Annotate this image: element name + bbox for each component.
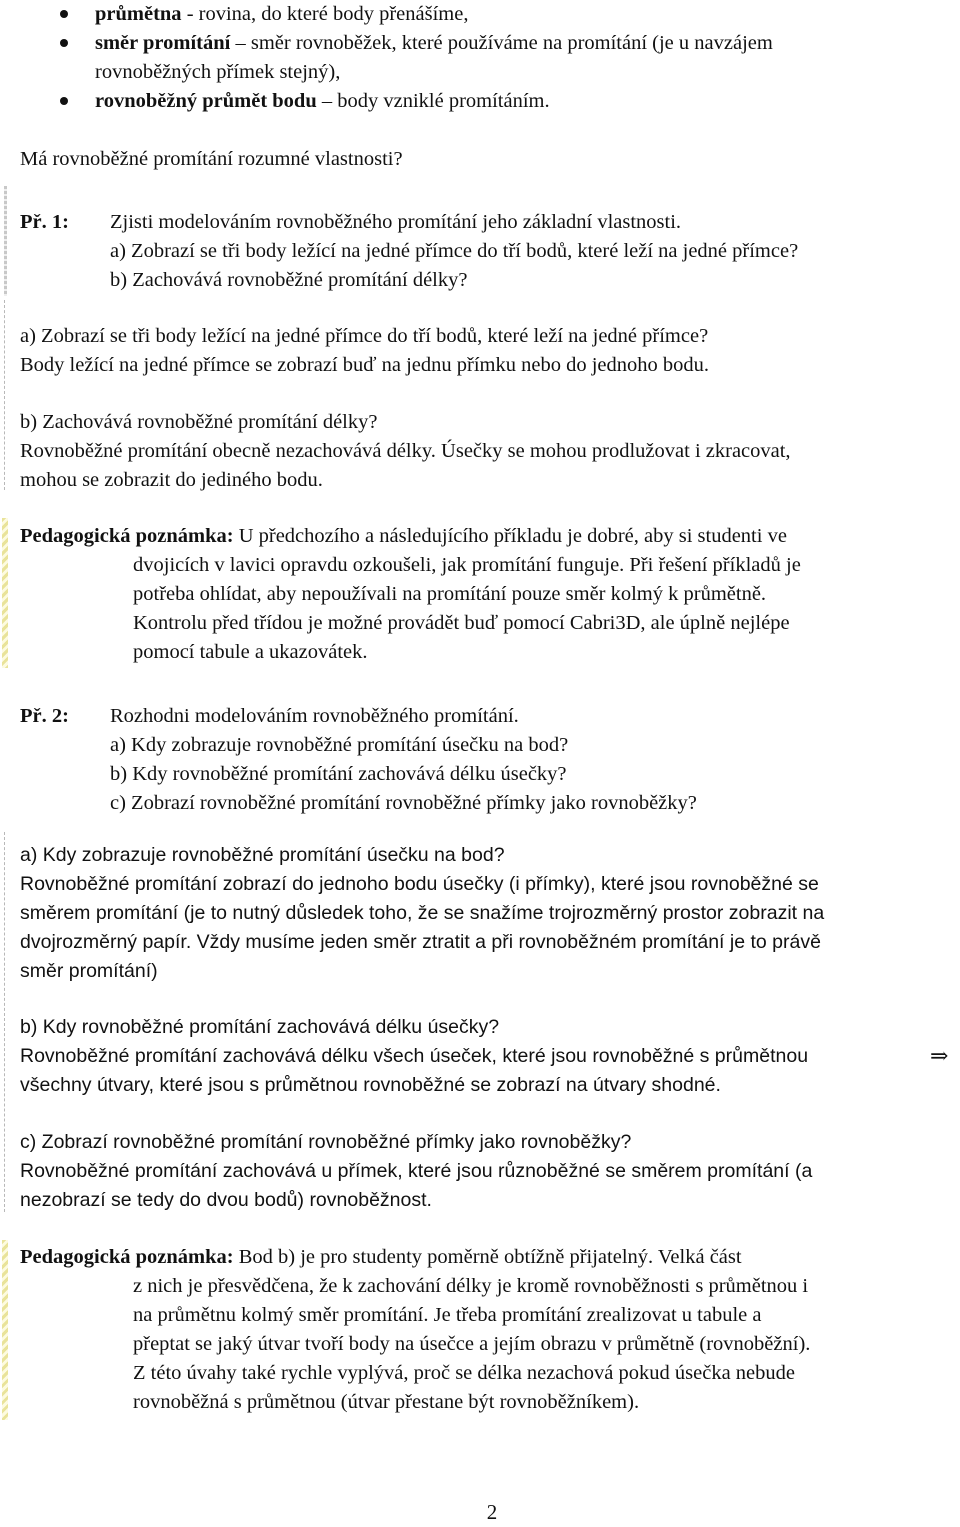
bullet-item: rovnoběžný průmět bodu – body vzniklé promítáním. [95, 90, 550, 112]
bullet-item-continuation: rovnoběžných přímek stejný), [95, 61, 341, 83]
page-number: 2 [486, 1500, 498, 1524]
solution-answer: směr promítání) [20, 960, 158, 982]
note-line: potřeba ohlídat, aby nepoužívali na promítání pouze směr kolmý k průmětně. [133, 583, 767, 605]
note-line: pomocí tabule a ukazovátek. [133, 641, 368, 663]
note-line: z nich je přesvědčena, že k zachování délky je kromě rovnoběžnosti s průmětnou i [133, 1275, 809, 1297]
example-text: a) Kdy zobrazuje rovnoběžné promítání úsečku na bod? [110, 734, 569, 756]
solution-answer: Rovnoběžné promítání zachovává u přímek, které jsou různoběžné se směrem promítání (a [20, 1160, 813, 1182]
example-text: Rozhodni modelováním rovnoběžného promítání. [110, 705, 519, 727]
example-text: a) Zobrazí se tři body ležící na jedné přímce do tří bodů, které leží na jedné přímce? [110, 240, 799, 262]
note-line: Kontrolu před třídou je možné provádět buď pomocí Cabri3D, ale úplně nejlépe [133, 612, 790, 634]
solution-answer: všechny útvary, které jsou s průmětnou rovnoběžné se zobrazí na útvary shodné. [20, 1074, 721, 1096]
example-margin-bar [4, 186, 7, 296]
note-line: na průmětnu kolmý směr promítání. Je třeba promítání zrealizovat u tabule a [133, 1304, 762, 1326]
note-line: rovnoběžná s průmětnou (útvar přestane být rovnoběžníkem). [133, 1391, 640, 1413]
bullet-icon [60, 10, 68, 18]
example-text: b) Zachovává rovnoběžné promítání délky? [110, 269, 468, 291]
example-text: c) Zobrazí rovnoběžné promítání rovnoběžné přímky jako rovnoběžky? [110, 792, 697, 814]
solution-question: c) Zobrazí rovnoběžné promítání rovnoběžné přímky jako rovnoběžky? [20, 1131, 632, 1153]
note-margin-bar [2, 518, 8, 668]
solution-margin-bar [4, 832, 5, 1212]
note-line: dvojicích v lavici opravdu ozkoušeli, jak promítání funguje. Při řešení příkladů je [133, 554, 801, 576]
solution-question: a) Zobrazí se tři body ležící na jedné přímce do tří bodů, které leží na jedné přímce? [20, 325, 709, 347]
solution-question: b) Kdy rovnoběžné promítání zachovává délku úsečky? [20, 1016, 500, 1038]
example-label: Př. 1: [20, 211, 69, 233]
solution-answer: Rovnoběžné promítání obecně nezachovává délky. Úsečky se mohou prodlužovat i zkracovat, [20, 440, 791, 462]
example-text: b) Kdy rovnoběžné promítání zachovává délku úsečky? [110, 763, 567, 785]
example-label: Př. 2: [20, 705, 69, 727]
note-margin-bar [2, 1240, 8, 1420]
solution-answer: Rovnoběžné promítání zobrazí do jednoho bodu úsečky (i přímky), které jsou rovnoběžné se [20, 873, 819, 895]
bullet-icon [60, 97, 68, 105]
solution-question: a) Kdy zobrazuje rovnoběžné promítání úsečku na bod? [20, 844, 505, 866]
note-line: Z této úvahy také rychle vyplývá, proč se délka nezachová pokud úsečka nebude [133, 1362, 796, 1384]
solution-answer: mohou se zobrazit do jediného bodu. [20, 469, 323, 491]
solution-answer: dvojrozměrný papír. Vždy musíme jeden směr ztratit a při rovnoběžném promítání je to právě [20, 931, 821, 953]
note-line: přeptat se jaký útvar tvoří body na úsečce a jejím obrazu v průmětně (rovnoběžní). [133, 1333, 811, 1355]
pedagogical-note: Pedagogická poznámka: U předchozího a následujícího příkladu je dobré, aby si studenti ve [20, 525, 787, 547]
pedagogical-note: Pedagogická poznámka: Bod b) je pro studenty poměrně obtížně přijatelný. Velká část [20, 1246, 742, 1268]
implies-arrow-icon: ⇒ [930, 1043, 949, 1068]
solution-answer: Body ležící na jedné přímce se zobrazí buď na jednu přímku nebo do jednoho bodu. [20, 354, 709, 376]
solution-margin-bar [4, 300, 5, 490]
bullet-item: směr promítání – směr rovnoběžek, které používáme na promítání (je u navzájem [95, 32, 773, 54]
bullet-item: průmětna - rovina, do které body přenášíme, [95, 3, 469, 25]
question-text: Má rovnoběžné promítání rozumné vlastnosti? [20, 148, 403, 170]
example-text: Zjisti modelováním rovnoběžného promítání jeho základní vlastnosti. [110, 211, 682, 233]
solution-answer: Rovnoběžné promítání zachovává délku všech úseček, které jsou rovnoběžné s průmětnou [20, 1045, 809, 1067]
solution-question: b) Zachovává rovnoběžné promítání délky? [20, 411, 378, 433]
bullet-icon [60, 39, 68, 47]
solution-answer: nezobrazí se tedy do dvou bodů) rovnoběžnost. [20, 1189, 432, 1211]
solution-answer: směrem promítání (je to nutný důsledek toho, že se snažíme trojrozměrný prostor zobrazit na [20, 902, 825, 924]
